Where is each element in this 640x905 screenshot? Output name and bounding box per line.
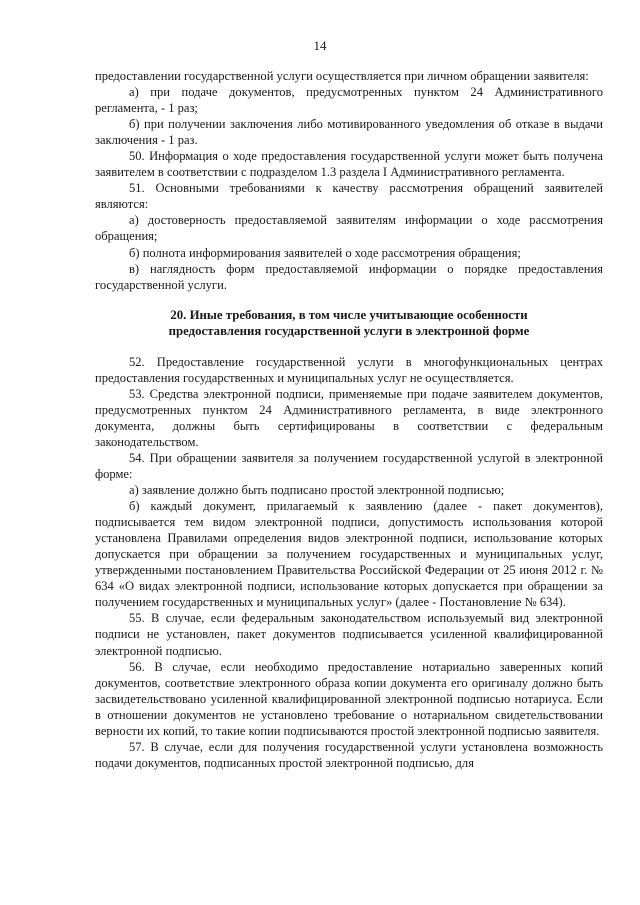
paragraph-54-item-b: б) каждый документ, прилагаемый к заявлению (далее - пакет документов), подписывается тем видом электронной подписи, допустимость использования которой установлена Правилами определения видов электронной подписи, использование которых допускается при обращении за получением государственных и муниципальных услуг, утвержденными постановлением Правительства Российской Федерации от 25 июня 2012 г. № 634 «О видах электронной подписи, использование которых допускается при обращении за получением государственных и муниципальных услуг» (далее - Постановление № 634). [95,499,603,610]
section-heading-line-1: 20. Иные требования, в том числе учитывающие особенности [170,307,528,322]
paragraph-item-a-submission: а) при подаче документов, предусмотренных пунктом 24 Административного регламента, - 1 раз; [95,85,603,116]
section-heading [95,307,603,340]
page-content [95,68,603,771]
paragraph-57: 57. В случае, если для получения государственной услуги установлена возможность подачи документов, подписанных простой электронной подписью, для [95,739,603,770]
paragraph-54: 54. При обращении заявителя за получением государственной услугой в электронной форме: [95,450,603,481]
paragraph-continuation: предоставлении государственной услуги осуществляется при личном обращении заявителя: [95,69,589,83]
bottom-paragraphs [95,354,603,771]
paragraph-52: 52. Предоставление государственной услуги в многофункциональных центрах предоставления государственных и муниципальных услуг не осуществляется. [95,354,603,385]
paragraph-56: 56. В случае, если необходимо предоставление нотариально заверенных копий документов, соответствие электронного образа копии документа его оригиналу должно быть засвидетельствовано усиленной квалифицированной электронной подписью нотариуса. Если в отношении документов не установлено требование о нотариальном свидетельствовании верности их копий, то такие копии подписываются простой электронной подписью заявителя. [95,659,603,738]
page-number: 14 [313,38,327,53]
paragraph-51-item-c: в) наглядность форм предоставляемой информации о порядке предоставления государственной услуги. [95,261,603,292]
paragraph-item-b-conclusion: б) при получении заключения либо мотивированного уведомления об отказе в выдачи заключения - 1 раз. [95,117,603,148]
paragraph-50: 50. Информация о ходе предоставления государственной услуги может быть получена заявителем в соответствии с подразделом 1.3 раздела I Административного регламента. [95,149,603,180]
paragraph-51: 51. Основными требованиями к качеству рассмотрения обращений заявителей являются: [95,181,603,212]
paragraph-51-item-b: б) полнота информирования заявителей о ходе рассмотрения обращения; [129,245,521,260]
paragraph-51-item-a: а) достоверность предоставляемой заявителям информации о ходе рассмотрения обращения; [95,213,603,244]
section-heading-line-2: предоставления государственной услуги в электронной форме [168,324,530,339]
top-paragraphs [95,68,603,293]
paragraph-54-item-a: а) заявление должно быть подписано простой электронной подписью; [129,483,505,498]
paragraph-55: 55. В случае, если федеральным законодательством используемый вид электронной подписи не установлен, пакет документов подписывается усиленной квалифицированной электронной подписью. [95,611,603,658]
paragraph-53: 53. Средства электронной подписи, применяемые при подаче заявителем документов, предусмотренных пунктом 24 Административного регламента, в виде электронного документа, должны быть сертифицированы в соответствии с федеральным законодательством. [95,386,603,449]
